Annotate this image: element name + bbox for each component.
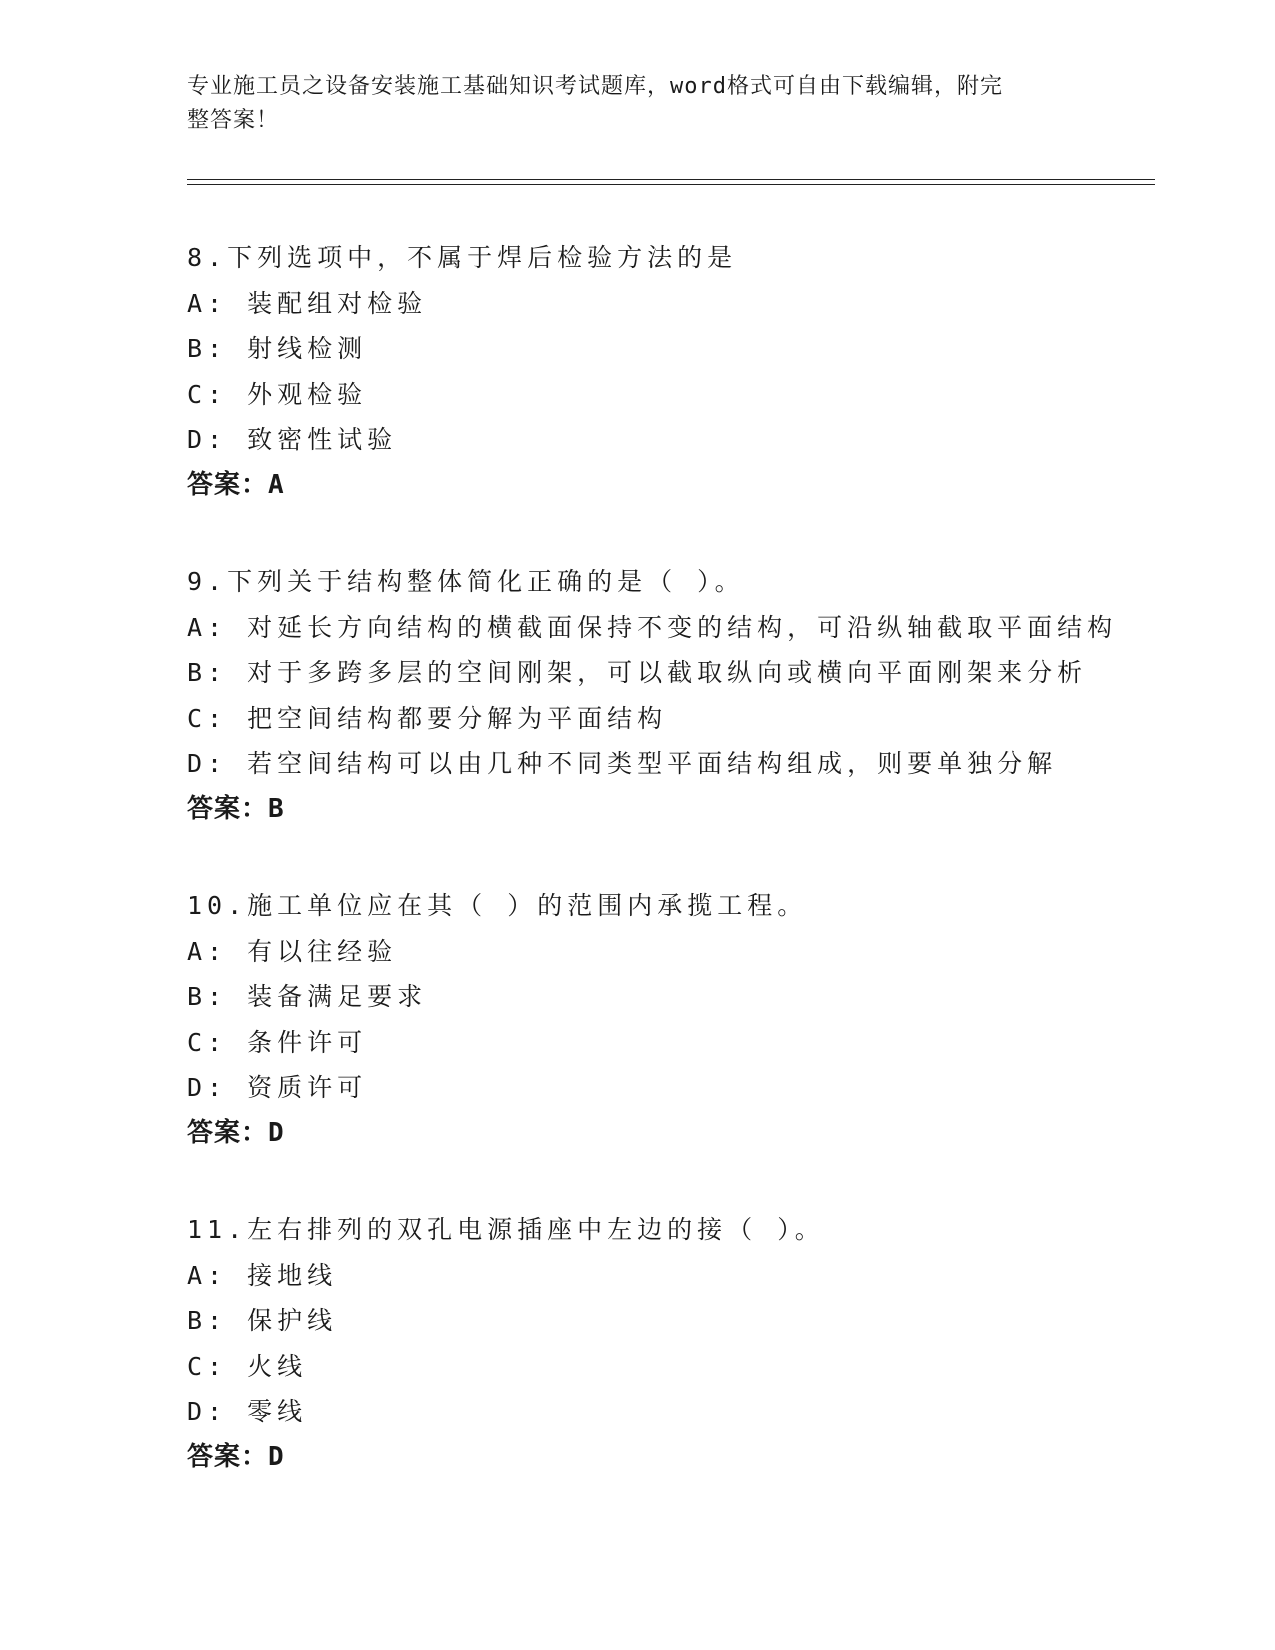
question-list <box>187 235 1187 1531</box>
header-line-1: 专业施工员之设备安装施工基础知识考试题库，word格式可自由下载编辑，附完 <box>187 74 1003 99</box>
question-stem: 9.下列关于结构整体简化正确的是（ ）。 <box>187 567 745 596</box>
answer: 答案：D <box>187 1441 285 1472</box>
option-c: C: 条件许可 <box>187 1027 368 1057</box>
option-c: C: 把空间结构都要分解为平面结构 <box>187 703 668 733</box>
answer: 答案：D <box>187 1117 285 1148</box>
question-11 <box>187 1207 1187 1480</box>
question-8 <box>187 235 1187 508</box>
option-b: B: 装备满足要求 <box>187 982 428 1011</box>
question-9 <box>187 559 1187 832</box>
option-d: D: 资质许可 <box>187 1073 368 1102</box>
option-b: B: 对于多跨多层的空间刚架，可以截取纵向或横向平面刚架来分析 <box>187 658 1088 687</box>
header-divider-bottom <box>187 184 1155 185</box>
option-c: C: 火线 <box>187 1351 308 1381</box>
option-c: C: 外观检验 <box>187 379 368 409</box>
option-d: D: 零线 <box>187 1397 308 1426</box>
option-b: B: 射线检测 <box>187 334 368 363</box>
answer: 答案：A <box>187 469 285 500</box>
option-a: A: 装配组对检验 <box>187 288 428 318</box>
question-10 <box>187 883 1187 1156</box>
answer: 答案：B <box>187 793 285 824</box>
option-b: B: 保护线 <box>187 1306 338 1335</box>
option-d: D: 若空间结构可以由几种不同类型平面结构组成，则要单独分解 <box>187 749 1058 778</box>
question-stem: 10.施工单位应在其（ ）的范围内承揽工程。 <box>187 891 808 920</box>
question-stem: 8.下列选项中，不属于焊后检验方法的是 <box>187 243 738 272</box>
document-header <box>187 70 1087 138</box>
header-line-2: 整答案！ <box>187 108 280 133</box>
question-stem: 11.左右排列的双孔电源插座中左边的接（ ）。 <box>187 1215 825 1244</box>
header-divider-top <box>187 179 1155 180</box>
option-d: D: 致密性试验 <box>187 425 398 454</box>
option-a: A: 有以往经验 <box>187 936 398 966</box>
option-a: A: 接地线 <box>187 1260 338 1290</box>
option-a: A: 对延长方向结构的横截面保持不变的结构，可沿纵轴截取平面结构 <box>187 612 1118 642</box>
